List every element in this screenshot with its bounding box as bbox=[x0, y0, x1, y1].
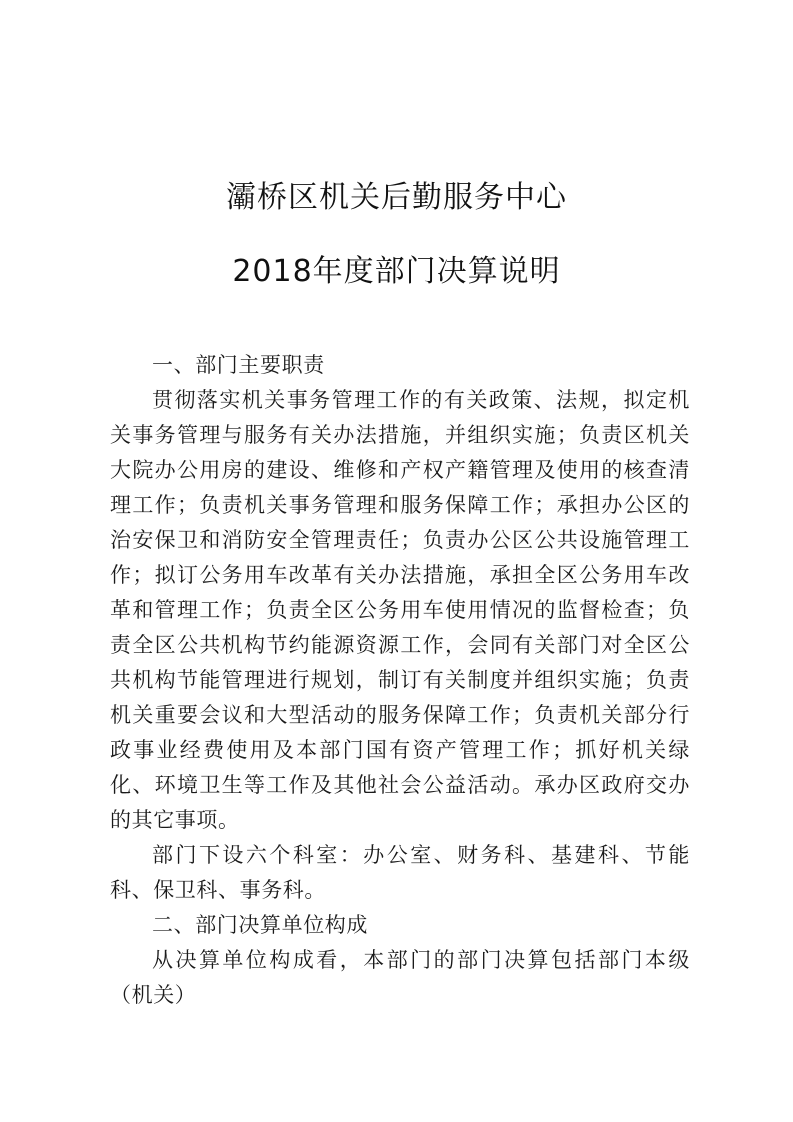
section-heading-units: 二、部门决算单位构成 bbox=[152, 913, 368, 937]
paragraph-departments: 部门下设六个科室：办公室、财务科、基建科、节能科、保卫科、事务科。 bbox=[110, 843, 690, 902]
paragraph-duties: 贯彻落实机关事务管理工作的有关政策、法规，拟定机关事务管理与服务有关办法措施，并组织实施；负责区机关大院办公用房的建设、维修和产权产籍管理及使用的核查清理工作；负责机关事务管理和服务保障工作；承担办公区的治安保卫和消防安全管理责任；负责办公区公共设施管理工作；拟订公务用车改革有关办法措施，承担全区公务用车改革和管理工作；负责全区公务用车使用情况的监督检查；负责全区公共机构节约能源资源工作，会同有关部门对全区公共机构节能管理进行规划，制订有关制度并组织实施；负责机关重要会议和大型活动的服务保障工作；负责机关部分行政事业经费使用及本部门国有资产管理工作；抓好机关绿化、环境卫生等工作及其他社会公益活动。承办区政府交办的其它事项。 bbox=[110, 388, 690, 832]
paragraph-units: 从决算单位构成看，本部门的部门决算包括部门本级（机关） bbox=[110, 948, 690, 1007]
document-title-line2: 2018年度部门决算说明 bbox=[232, 254, 561, 289]
section-heading-duties: 一、部门主要职责 bbox=[152, 353, 325, 377]
document-title-line1: 灞桥区机关后勤服务中心 bbox=[226, 180, 567, 215]
document-body bbox=[110, 348, 690, 1013]
